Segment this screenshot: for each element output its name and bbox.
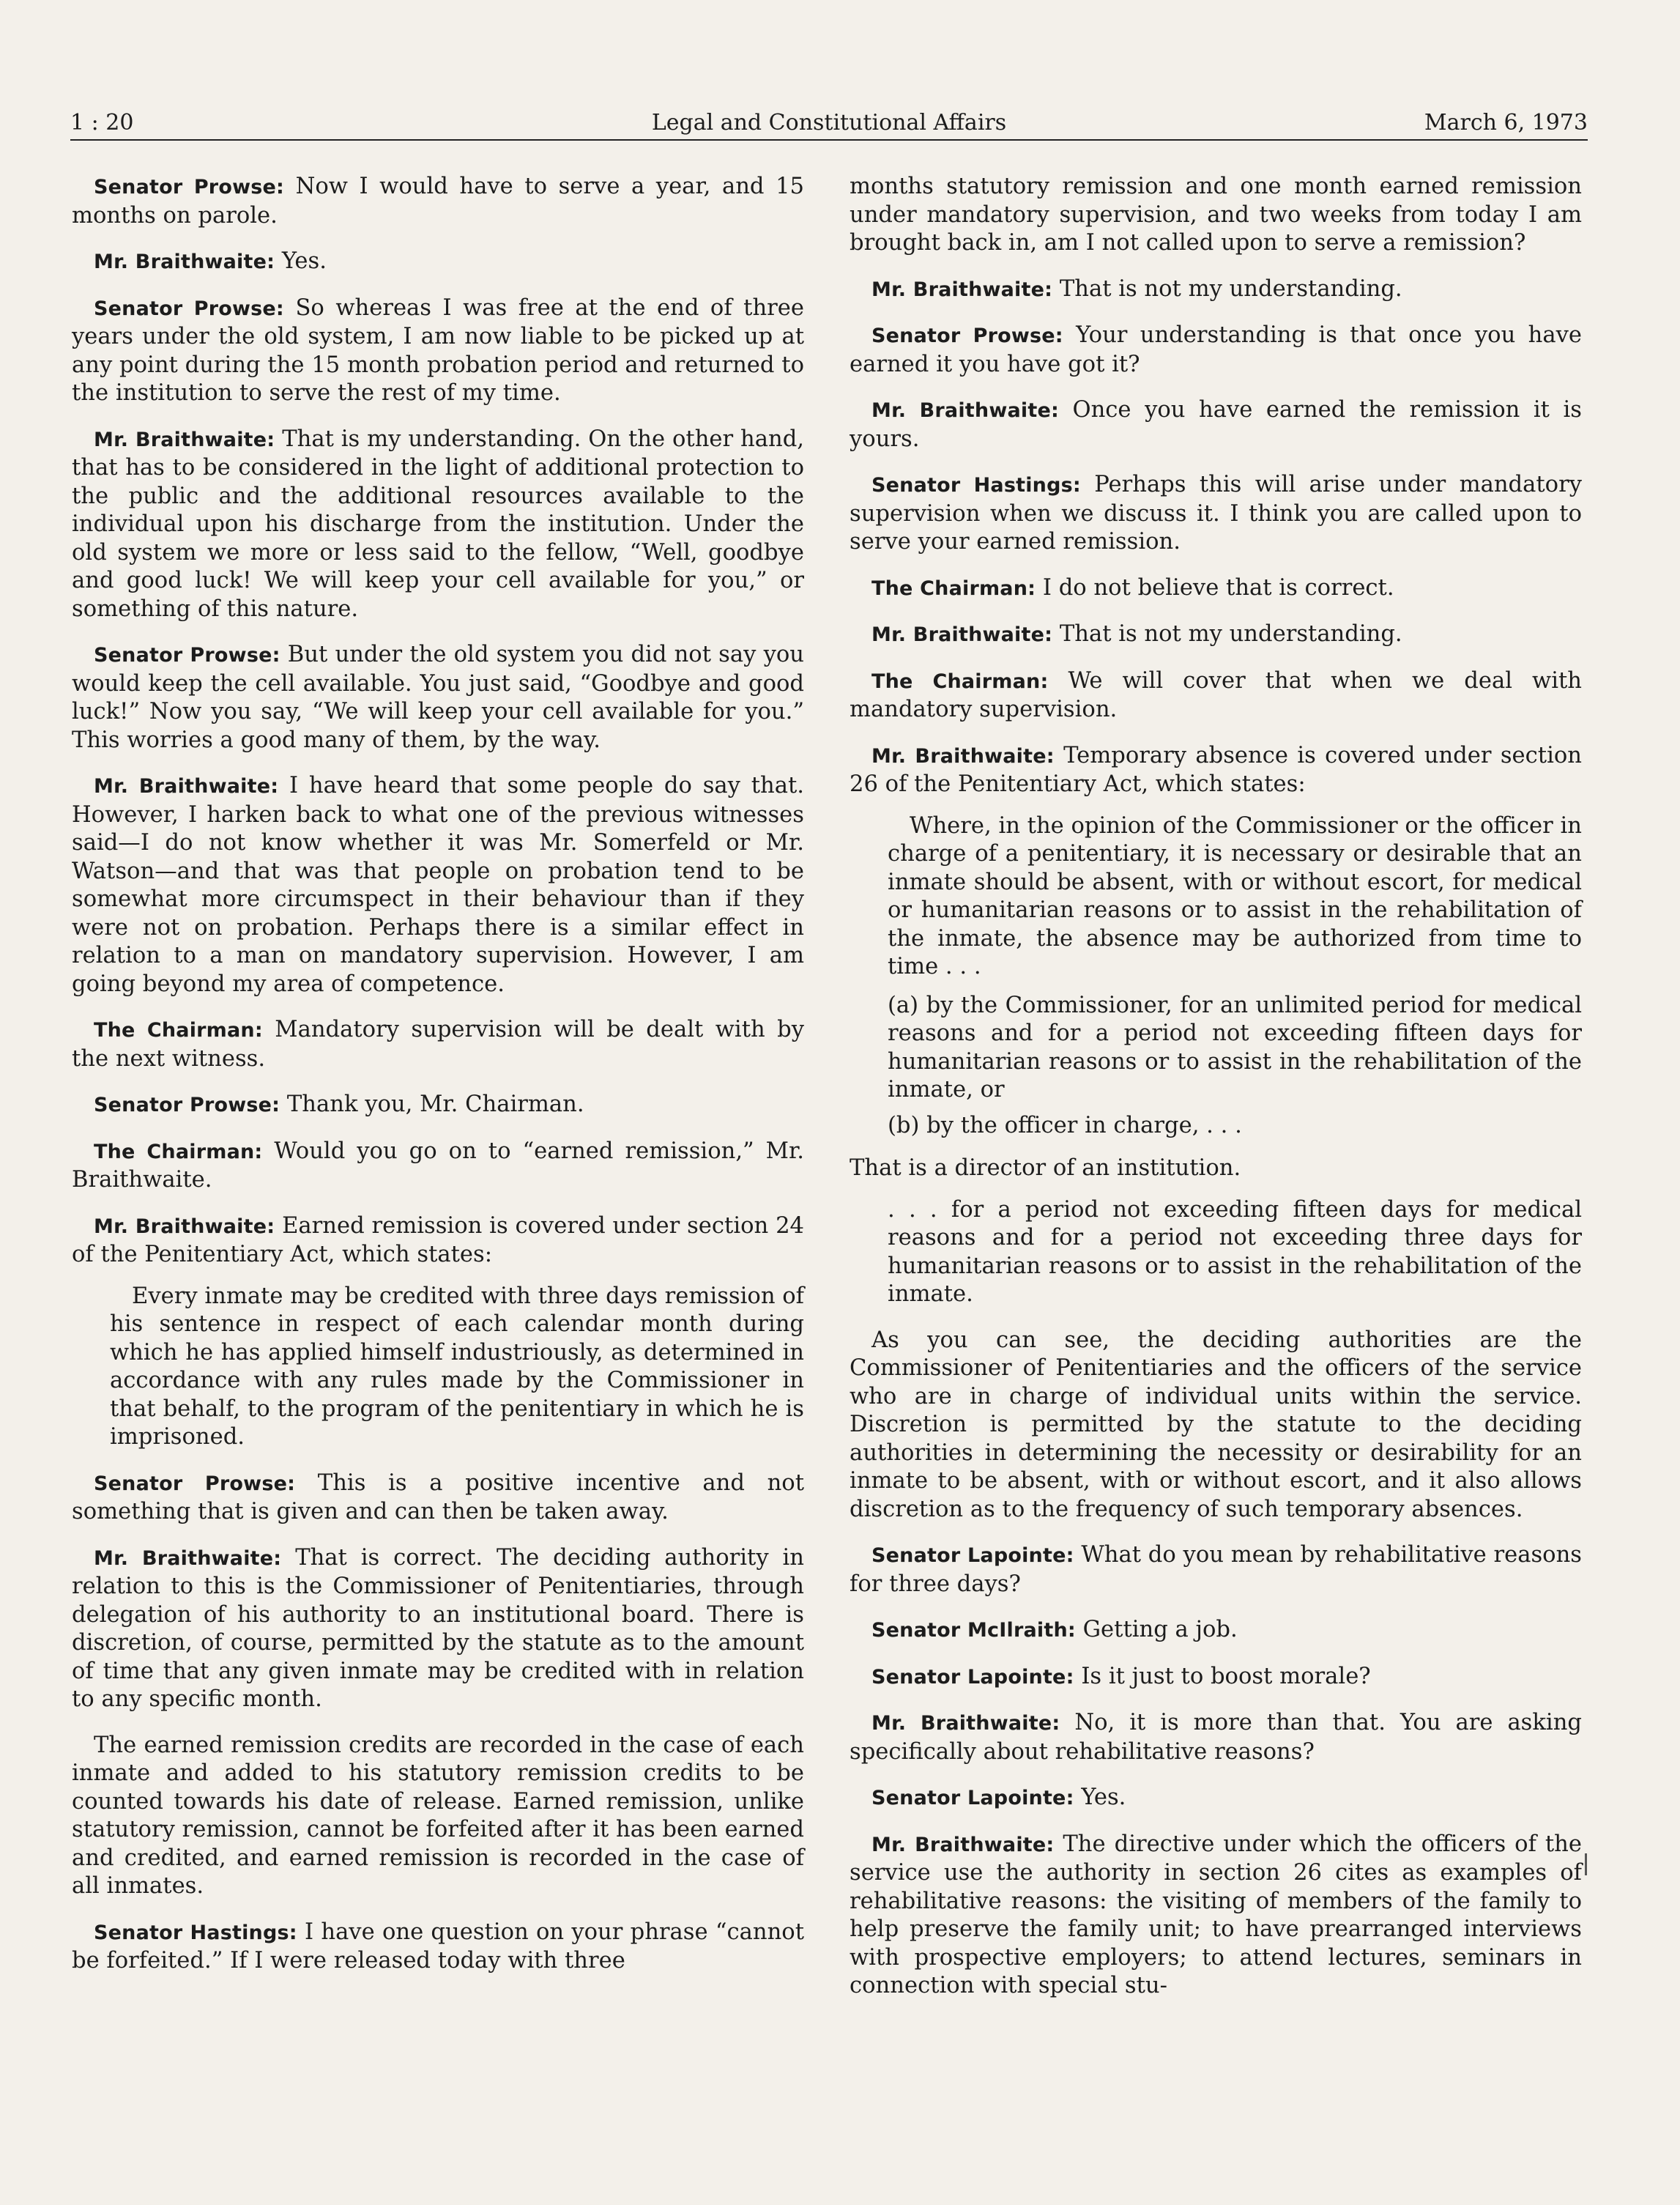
speech-paragraph (72, 1138, 804, 1195)
speaker-name: Senator Prowse: (94, 1094, 280, 1116)
speech-text: That is my understanding. On the other hand, that has to be considered in the light of additional protection to the public and the additional resources available to the individual upon his discharge from the institution. Under the old system we more or less said to the fellow, “Well, goodbye and good luck! We will keep your cell available for you,” or something of this nature. (72, 426, 804, 622)
speech-text: That is not my understanding. (1059, 275, 1402, 302)
statute-clause: (a) by the Commissioner, for an unlimited period for medical reasons and for a period not exceeding fifteen days for humanitarian reasons or to assist in the rehabilitation of the inmate, or (888, 992, 1582, 1102)
speech-paragraph (72, 772, 804, 998)
speech-text: What do you mean by rehabilitative reasons for three days? (850, 1542, 1582, 1597)
speaker-name: The Chairman: (871, 670, 1049, 693)
body-paragraph: The earned remission credits are recorded in the case of each inmate and added to his statutory remission credits to be counted towards his date of release. Earned remission, unlike statutory remission, cannot be forfeited after it has been earned and credited, and earned remission is recorded in the case of all inmates. (72, 1732, 804, 1899)
speech-text: I have one question on your phrase “cannot be forfeited.” If I were released today with three (72, 1919, 804, 1974)
speaker-name: Senator Prowse: (94, 297, 284, 320)
speech-text: We will cover that when we deal with mandatory supervision. (850, 667, 1582, 722)
speech-paragraph (850, 620, 1582, 650)
speaker-name: Senator Lapointe: (871, 1544, 1074, 1567)
speech-paragraph (72, 173, 804, 230)
statute-quote: Where, in the opinion of the Commissioner or the officer in charge of a penitentiary, it is necessary or desirable that an inmate should be absent, with or without escort, for medical or humanitarian reasons or to assist in the rehabilitation of the inmate, the absence may be authorized from time to time . . . (888, 812, 1582, 979)
speech-paragraph (850, 667, 1582, 724)
continued-paragraph: months statutory remission and one month earned remission under mandatory supervision, and two weeks from today I am brought back in, am I not called upon to serve a remission? (850, 174, 1582, 256)
speaker-name: Senator Prowse: (94, 176, 284, 199)
speech-text: Your understanding is that once you have earned it you have got it? (850, 322, 1582, 377)
speaker-name: Senator Hastings: (94, 1921, 297, 1944)
speech-paragraph (72, 1919, 804, 1976)
speech-text: I have heard that some people do say that. However, I harken back to what one of the previous witnesses said—I do not know whether it was Mr. Somerfeld or Mr. Watson—and that was that people on probation tend to be somewhat more circumspect in their behaviour than if they were not on probation. Perhaps there is a similar effect in relation to a man on mandatory supervision. However, I am going beyond my area of competence. (72, 773, 805, 997)
speaker-name: Mr. Braithwaite: (94, 1215, 275, 1238)
statute-clause: (b) by the officer in charge, . . . (888, 1112, 1242, 1138)
speech-paragraph (850, 1541, 1582, 1598)
speech-paragraph (72, 1016, 804, 1073)
speaker-name: Mr. Braithwaite: (871, 1712, 1060, 1735)
speaker-name: The Chairman: (871, 577, 1036, 600)
speech-paragraph (72, 248, 804, 277)
speech-paragraph (850, 275, 1582, 305)
speech-text: That is correct. The deciding authority in relation to this is the Commissioner of Penitentiaries, through delegation of his authority to an institutional board. There is discretion, of course, permitted by the statute as to the amount of time that any given inmate may be credited with in relation to any specific month. (72, 1544, 805, 1712)
speaker-name: Mr. Braithwaite: (871, 744, 1055, 768)
speech-text: Yes. (1081, 1785, 1126, 1810)
speaker-name: Senator Prowse: (94, 644, 280, 667)
speech-text: No, it is more than that. You are asking specifically about rehabilitative reasons? (850, 1710, 1582, 1765)
speech-text: Temporary absence is covered under section 26 of the Penitentiary Act, which states: (850, 742, 1582, 797)
speaker-name: Mr. Braithwaite: (871, 278, 1053, 301)
speech-paragraph (850, 471, 1582, 557)
speaker-name: Mr. Braithwaite: (94, 428, 275, 451)
speech-text: Now I would have to serve a year, and 15 months on parole. (72, 174, 804, 229)
speaker-name: The Chairman: (94, 1019, 263, 1042)
header-date: March 6, 1973 (1424, 110, 1588, 136)
speech-paragraph (850, 322, 1582, 379)
speech-text: I do not believe that is correct. (1042, 574, 1394, 601)
body-paragraph: As you can see, the deciding authorities are the Commissioner of Penitentiaries and the officers of the service who are in charge of individual units within the service. Discretion is permitted by the statute to the deciding authorities in determining the necessity or desirability for an inmate to be absent, with or without escort, and it also allows discretion as to the frequency of such temporary absences. (850, 1327, 1582, 1522)
speech-text: Once you have earned the remission it is yours. (850, 397, 1583, 452)
statute-quote: . . . for a period not exceeding fifteen days for medical reasons and for a period not exceeding three days for humanitarian reasons or to assist in the rehabilitation of the inmate. (888, 1196, 1582, 1307)
speech-text: Thank you, Mr. Chairman. (286, 1092, 584, 1117)
speech-paragraph (72, 641, 804, 755)
page-header (70, 108, 1588, 141)
speech-paragraph (850, 1663, 1582, 1692)
speaker-name: Mr. Braithwaite: (94, 251, 275, 273)
speech-paragraph (850, 1784, 1582, 1813)
speaker-name: Mr. Braithwaite: (871, 623, 1053, 646)
speaker-name: Mr. Braithwaite: (871, 399, 1059, 422)
speech-paragraph (850, 1831, 1582, 2001)
speech-paragraph (72, 1212, 804, 1270)
continued-paragraph: That is a director of an institution. (850, 1155, 1241, 1181)
speech-text: So whereas I was free at the end of three years under the old system, I am now liable to be picked up at any point during the 15 month probation period and returned to the institution to serve the rest of my time. (72, 294, 805, 406)
left-column (72, 173, 804, 1993)
speech-text: The directive under which the officers of the service use the authority in section 26 cites as examples of rehabilitative reasons: the visiting of members of the family to help preserve the family unit; to have prearranged interviews with prospective employers; to attend lectures, seminars in connection with special stu- (850, 1831, 1582, 1998)
speaker-name: Senator McIlraith: (871, 1619, 1076, 1642)
speech-text: Is it just to boost morale? (1081, 1663, 1371, 1689)
speaker-name: Mr. Braithwaite: (871, 1833, 1055, 1856)
speech-paragraph (850, 1709, 1582, 1766)
speech-paragraph (72, 426, 804, 624)
speech-text: Getting a job. (1082, 1617, 1238, 1642)
speech-paragraph (850, 574, 1582, 604)
speaker-name: Senator Prowse: (94, 1472, 296, 1495)
speech-text: That is not my understanding. (1059, 621, 1402, 647)
speech-text: Would you go on to “earned remission,” Mr. Braithwaite. (72, 1138, 804, 1193)
speech-paragraph (850, 742, 1582, 799)
speech-text: Perhaps this will arise under mandatory supervision when we discuss it. I think you are called upon to serve your earned remission. (850, 472, 1582, 555)
speaker-name: Mr. Braithwaite: (94, 775, 279, 798)
speech-paragraph (72, 1470, 804, 1527)
right-column (850, 173, 1582, 2018)
speech-paragraph (850, 396, 1582, 453)
page-number: 1 : 20 (70, 110, 134, 136)
speaker-name: Senator Prowse: (871, 325, 1063, 347)
margin-mark (1585, 1853, 1587, 1875)
speaker-name: Senator Hastings: (871, 474, 1081, 497)
speech-text: Earned remission is covered under section 24 of the Penitentiary Act, which states: (72, 1212, 805, 1267)
speech-text: Yes. (281, 248, 327, 274)
speaker-name: The Chairman: (94, 1140, 263, 1163)
speech-text: This is a positive incentive and not something that is given and can then be taken away. (72, 1470, 804, 1524)
speech-paragraph (72, 294, 804, 408)
running-title: Legal and Constitutional Affairs (651, 110, 1007, 136)
speech-paragraph (850, 1616, 1582, 1645)
speaker-name: Mr. Braithwaite: (94, 1546, 282, 1570)
speech-paragraph (72, 1544, 804, 1714)
statute-quote: Every inmate may be credited with three days remission of his sentence in respect of each calendar month during which he has applied himself industriously, as determined in accordance with any rules made by the Commissioner in that behalf, to the program of the penitentiary in which he is imprisoned. (110, 1283, 804, 1450)
speaker-name: Senator Lapointe: (871, 1787, 1074, 1809)
speaker-name: Senator Lapointe: (871, 1665, 1074, 1689)
speech-paragraph (72, 1091, 804, 1120)
speech-text: But under the old system you did not say you would keep the cell available. You just said, “Goodbye and good luck!” Now you say, “We will keep your cell available for you.” This worries a good many of them, by the way. (72, 642, 804, 753)
speech-text: Mandatory supervision will be dealt with by the next witness. (72, 1017, 804, 1072)
